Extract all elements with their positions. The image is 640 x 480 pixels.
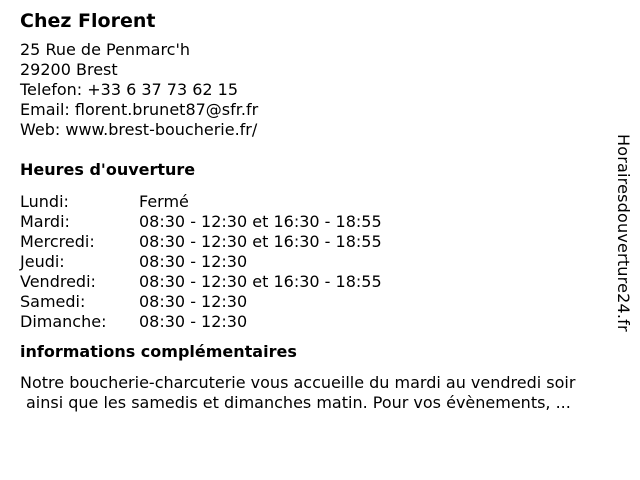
- hours-day: Jeudi:: [20, 252, 65, 271]
- phone-line: Telefon: +33 6 37 73 62 15: [20, 80, 239, 99]
- hours-row-friday: [20, 272, 610, 292]
- email-line: Email: florent.brunet87@sfr.fr: [20, 100, 259, 119]
- hours-row-sunday: [20, 312, 610, 332]
- business-card: [20, 8, 610, 413]
- address-street: 25 Rue de Penmarc'h: [20, 40, 191, 59]
- hours-day: Dimanche:: [20, 312, 107, 331]
- hours-time: 08:30 - 12:30: [139, 312, 248, 331]
- additional-info-line: ainsi que les samedis et dimanches matin. Pour vos évènements, ...: [26, 393, 571, 412]
- hours-day: Samedi:: [20, 292, 86, 311]
- hours-time: 08:30 - 12:30 et 16:30 - 18:55: [139, 272, 382, 291]
- hours-day: Mardi:: [20, 212, 70, 231]
- hours-row-saturday: [20, 292, 610, 312]
- address-city: 29200 Brest: [20, 60, 118, 79]
- hours-day: Vendredi:: [20, 272, 96, 291]
- opening-hours-heading: Heures d'ouverture: [20, 160, 196, 179]
- hours-row-thursday: [20, 252, 610, 272]
- hours-row-wednesday: [20, 232, 610, 252]
- site-watermark: Horairesdouverture24.fr: [614, 134, 633, 332]
- hours-time: 08:30 - 12:30: [139, 252, 248, 271]
- hours-day: Mercredi:: [20, 232, 95, 251]
- additional-info-text: [20, 373, 610, 413]
- hours-day: Lundi:: [20, 192, 69, 211]
- business-name: Chez Florent: [20, 10, 156, 32]
- web-line: Web: www.brest-boucherie.fr/: [20, 120, 258, 139]
- opening-hours-table: [20, 192, 610, 332]
- hours-time: 08:30 - 12:30: [139, 292, 248, 311]
- additional-info-line: Notre boucherie-charcuterie vous accueille du mardi au vendredi soir: [20, 373, 576, 392]
- hours-row-monday: [20, 192, 610, 212]
- hours-time: 08:30 - 12:30 et 16:30 - 18:55: [139, 212, 382, 231]
- hours-time: 08:30 - 12:30 et 16:30 - 18:55: [139, 232, 382, 251]
- additional-info-heading: informations complémentaires: [20, 342, 297, 361]
- hours-time: Fermé: [139, 192, 189, 211]
- hours-row-tuesday: [20, 212, 610, 232]
